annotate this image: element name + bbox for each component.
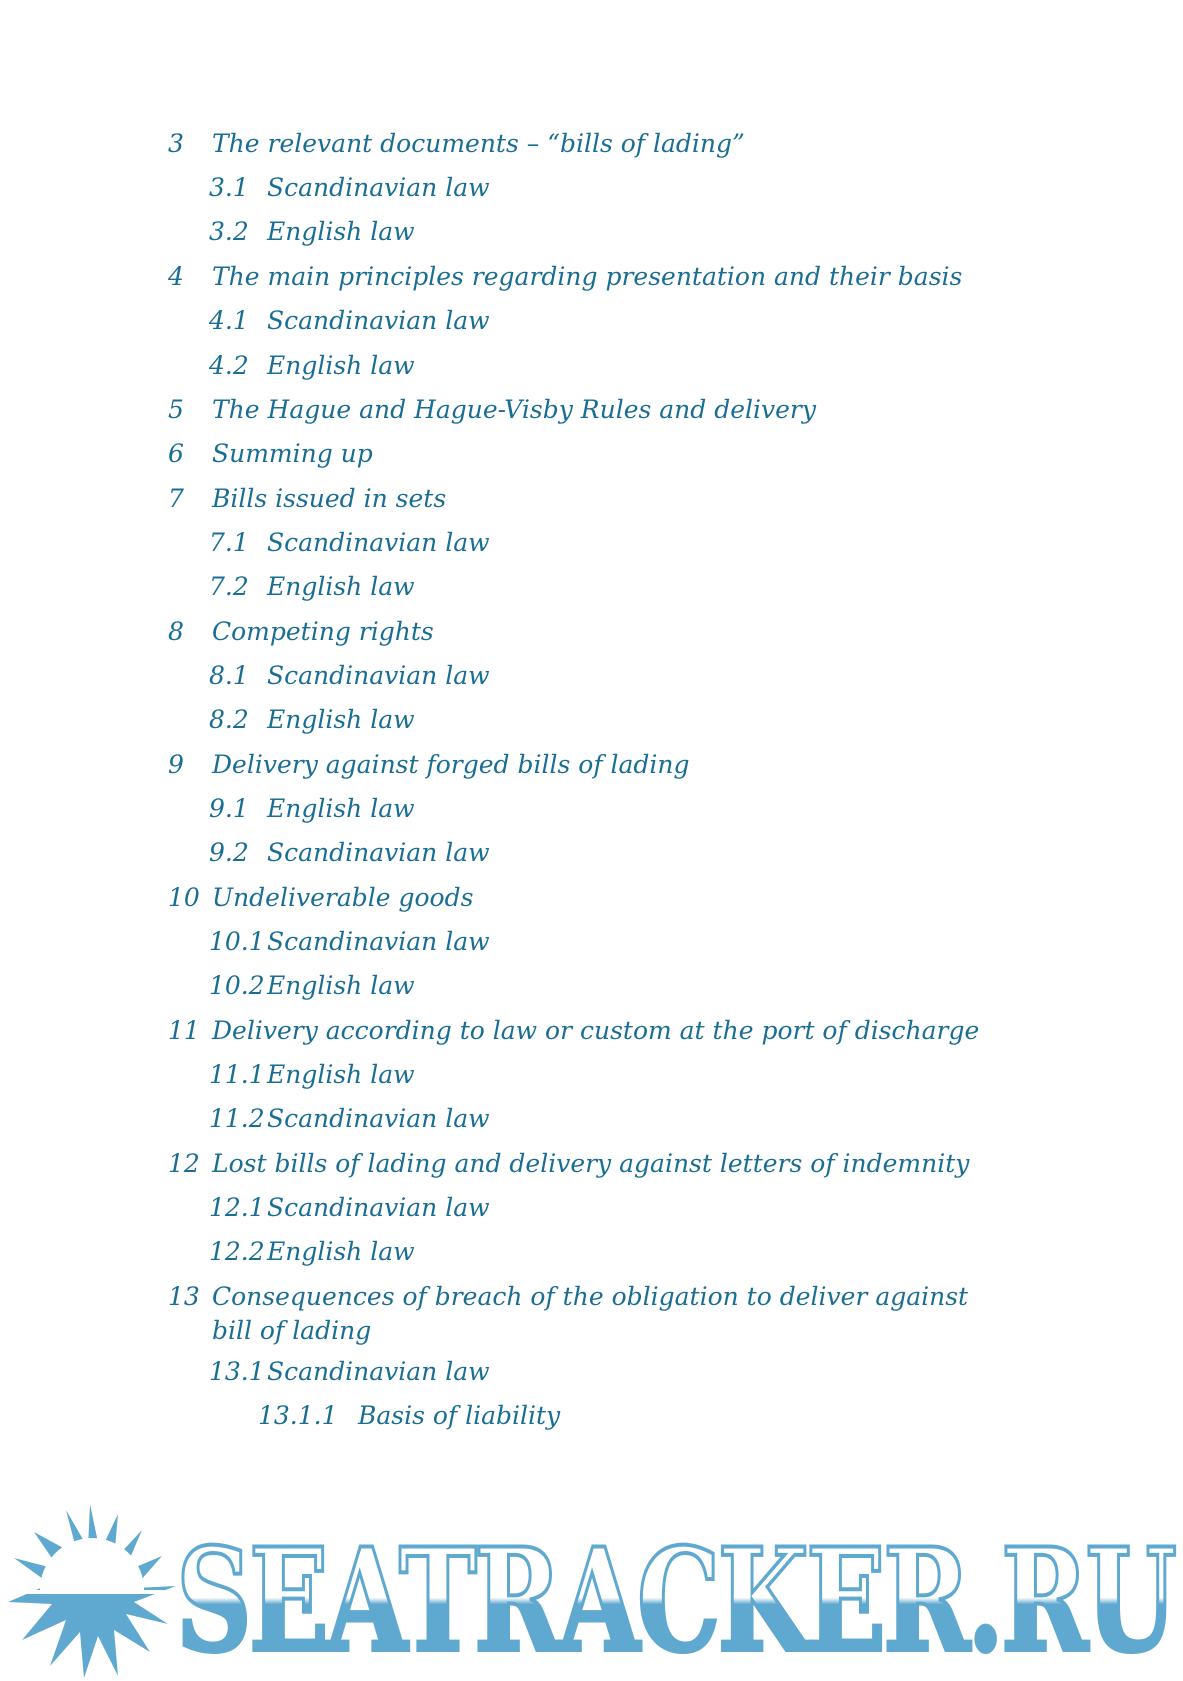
toc-entry-number: 13: [168, 1282, 200, 1311]
toc-entry-number: 11: [168, 1016, 200, 1045]
toc-entry-number: 8: [168, 617, 184, 646]
toc-entry-title: Bills issued in sets: [212, 484, 447, 513]
toc-entry-12-2[interactable]: [209, 1235, 415, 1269]
toc-entry-number: 8.1: [209, 661, 249, 690]
toc-entry-number: 9.1: [209, 794, 249, 823]
toc-entry-title: Lost bills of lading and delivery against letters of indemnity: [212, 1149, 970, 1178]
toc-entry-title: Undeliverable goods: [212, 883, 474, 912]
toc-entry-title: English law: [267, 705, 415, 734]
toc-entry-number: 11.1: [209, 1060, 265, 1089]
toc-entry-number: 7.1: [209, 528, 249, 557]
toc-entry-title: Delivery according to law or custom at the port of discharge: [212, 1016, 980, 1045]
toc-entry-number: 8.2: [209, 705, 249, 734]
toc-entry-10-1[interactable]: [209, 925, 490, 959]
toc-entry-title: English law: [267, 217, 415, 246]
toc-entry-number: 12.2: [209, 1237, 265, 1266]
toc-entry-title: Consequences of breach of the obligation to deliver against bill of lading: [212, 1282, 969, 1345]
toc-entry-number: 12.1: [209, 1193, 265, 1222]
toc-entry-title: The main principles regarding presentation and their basis: [212, 262, 963, 291]
toc-entry-number: 11.2: [209, 1104, 265, 1133]
toc-entry-12-1[interactable]: [209, 1191, 490, 1225]
toc-entry-title: The relevant documents – “bills of lading”: [212, 129, 745, 158]
toc-entry-9-1[interactable]: [209, 792, 415, 826]
toc-entry-number: 3.1: [209, 173, 249, 202]
toc-entry-title: Competing rights: [212, 617, 434, 646]
toc-entry-10-2[interactable]: [209, 969, 415, 1003]
toc-entry-7[interactable]: [168, 482, 446, 516]
toc-entry-3[interactable]: [168, 127, 745, 161]
toc-entry-11[interactable]: [168, 1014, 979, 1048]
watermark-text: SEATRACKER.RU: [176, 1518, 1175, 1681]
toc-entry-title: English law: [267, 351, 415, 380]
toc-entry-title: Scandinavian law: [267, 1104, 490, 1133]
toc-entry-title: Scandinavian law: [267, 927, 490, 956]
toc-entry-title: Basis of liability: [358, 1401, 561, 1430]
toc-entry-title: Scandinavian law: [267, 306, 490, 335]
toc-entry-4-1[interactable]: [209, 304, 490, 338]
toc-entry-number: 4: [168, 262, 184, 291]
toc-entry-number: 9: [168, 750, 184, 779]
toc-entry-title: The Hague and Hague-Visby Rules and delivery: [212, 395, 817, 424]
toc-entry-13-1[interactable]: [209, 1355, 490, 1389]
toc-entry-8-2[interactable]: [209, 703, 415, 737]
toc-entry-8[interactable]: [168, 615, 434, 649]
toc-entry-title: Scandinavian law: [267, 838, 490, 867]
toc-entry-number: 7.2: [209, 572, 249, 601]
toc-entry-title: Scandinavian law: [267, 173, 490, 202]
toc-entry-number: 7: [168, 484, 184, 513]
toc-entry-10[interactable]: [168, 881, 473, 915]
toc-entry-7-2[interactable]: [209, 570, 415, 604]
toc-entry-number: 13.1: [209, 1357, 265, 1386]
toc-entry-number: 9.2: [209, 838, 249, 867]
toc-entry-number: 10.2: [209, 971, 265, 1000]
toc-entry-13[interactable]: [168, 1280, 1002, 1348]
toc-entry-9-2[interactable]: [209, 836, 490, 870]
toc-entry-number: 13.1.1: [258, 1401, 338, 1430]
toc-entry-number: 3: [168, 129, 184, 158]
toc-entry-4-2[interactable]: [209, 349, 415, 383]
toc-entry-7-1[interactable]: [209, 526, 490, 560]
toc-entry-number: 4.1: [209, 306, 249, 335]
toc-entry-6[interactable]: [168, 437, 373, 471]
toc-entry-number: 12: [168, 1149, 200, 1178]
toc-entry-title: English law: [267, 1060, 415, 1089]
toc-entry-9[interactable]: [168, 748, 690, 782]
toc-entry-title: English law: [267, 572, 415, 601]
toc-entry-number: 4.2: [209, 351, 249, 380]
toc-entry-4[interactable]: [168, 260, 962, 294]
toc-entry-number: 3.2: [209, 217, 249, 246]
toc-entry-title: Scandinavian law: [267, 1193, 490, 1222]
toc-entry-title: English law: [267, 1237, 415, 1266]
toc-entry-11-1[interactable]: [209, 1058, 415, 1092]
watermark: [0, 1500, 1183, 1681]
toc-entry-title: Scandinavian law: [267, 1357, 490, 1386]
toc-entry-title: Scandinavian law: [267, 528, 490, 557]
toc-entry-title: Scandinavian law: [267, 661, 490, 690]
toc-entry-title: English law: [267, 794, 415, 823]
toc-entry-13-1-1[interactable]: [258, 1399, 560, 1433]
toc-entry-title: Delivery against forged bills of lading: [212, 750, 690, 779]
toc-entry-number: 6: [168, 439, 184, 468]
toc-entry-number: 5: [168, 395, 184, 424]
toc-entry-8-1[interactable]: [209, 659, 490, 693]
toc-entry-number: 10.1: [209, 927, 265, 956]
toc-entry-number: 10: [168, 883, 200, 912]
toc-entry-title: English law: [267, 971, 415, 1000]
sun-icon: [0, 1504, 180, 1678]
toc-entry-5[interactable]: [168, 393, 816, 427]
toc-entry-12[interactable]: [168, 1147, 969, 1181]
toc-entry-title: Summing up: [212, 439, 373, 468]
toc-entry-3-1[interactable]: [209, 171, 490, 205]
toc-entry-3-2[interactable]: [209, 215, 415, 249]
toc-entry-11-2[interactable]: [209, 1102, 490, 1136]
